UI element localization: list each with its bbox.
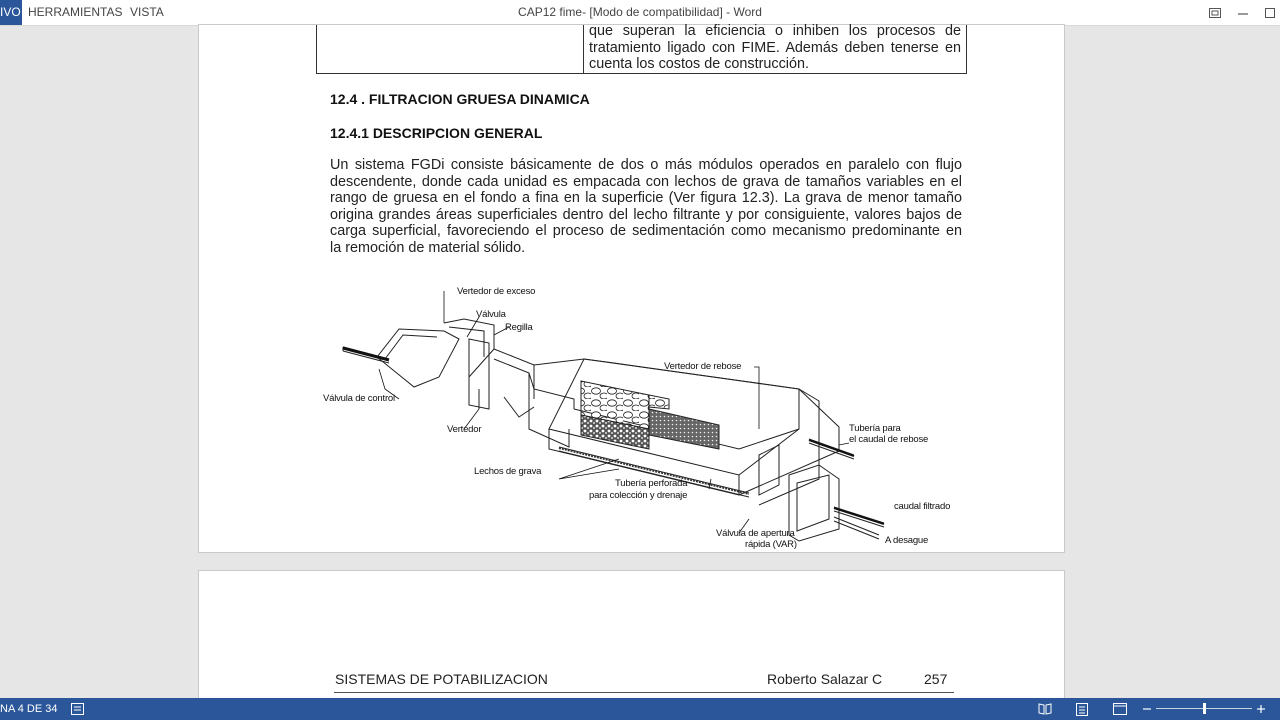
label-vertedor-rebose: Vertedor de rebose bbox=[664, 361, 742, 372]
restore-icon[interactable] bbox=[1201, 0, 1229, 25]
paragraph-line: la remoción de material sólido. bbox=[330, 239, 526, 256]
footer-author: Roberto Salazar C bbox=[767, 671, 883, 687]
label-valvula-control: Válvula de control bbox=[323, 393, 395, 404]
document-page-2[interactable] bbox=[198, 570, 1065, 712]
label-valvula-apertura-2: rápida (VAR) bbox=[745, 539, 797, 550]
minimize-icon[interactable] bbox=[1229, 0, 1257, 25]
paragraph-line: carga superficial, favoreciendo el proceso de sedimentación como mecanismo predominante en bbox=[330, 223, 962, 240]
tab-archivo[interactable]: IVO bbox=[0, 0, 22, 25]
paragraph-line: rango de gruesa en el fondo a fina en la superficie (Ver figura 12.3). La grava de menor tamaño bbox=[330, 190, 962, 207]
paragraph-line: descendente, donde cada unidad es empacada con lechos de grava de tamaños variables en el bbox=[330, 173, 962, 190]
filter-schematic-drawing bbox=[319, 279, 979, 551]
tab-herramientas[interactable]: HERRAMIENTAS bbox=[28, 5, 123, 19]
filter-diagram-figure bbox=[319, 279, 979, 551]
label-tuberia-caudal: Tubería para bbox=[849, 423, 901, 434]
cell-line: tratamiento ligado con FIME. Además deben tenerse en bbox=[589, 39, 961, 56]
label-tuberia-caudal-2: el caudal de rebose bbox=[849, 434, 929, 445]
page-count[interactable]: NA 4 DE 34 bbox=[0, 703, 58, 715]
tab-vista[interactable]: VISTA bbox=[130, 5, 164, 19]
table-column-divider bbox=[583, 25, 584, 73]
label-a-desague: A desague bbox=[885, 535, 929, 546]
cell-line: cuenta los costos de construcción. bbox=[589, 56, 809, 73]
document-title: CAP12 fime- [Modo de compatibilidad] - Word bbox=[518, 5, 762, 19]
document-workspace[interactable] bbox=[0, 23, 1280, 698]
subsection-heading: 12.4.1 DESCRIPCION GENERAL bbox=[330, 125, 543, 141]
label-valvula-apertura: Válvula de apertura bbox=[716, 528, 795, 539]
zoom-slider-thumb[interactable] bbox=[1203, 703, 1206, 714]
label-vertedor-exceso: Vertedor de exceso bbox=[457, 286, 536, 297]
paragraph-line: origina grandes áreas superficiales dentro del lecho filtrante y por consiguiente, valores bajos de bbox=[330, 206, 962, 223]
read-mode-icon[interactable] bbox=[1037, 701, 1053, 717]
status-bar bbox=[0, 698, 1280, 720]
body-paragraph bbox=[330, 157, 962, 257]
label-caudal-filtrado: caudal filtrado bbox=[894, 501, 951, 512]
print-layout-icon[interactable] bbox=[1074, 701, 1090, 717]
footer-page-number: 257 bbox=[924, 671, 948, 687]
label-tuberia-perforada-2: para colección y drenaje bbox=[589, 490, 688, 501]
label-regilla: Regilla bbox=[505, 322, 533, 333]
footer-rule bbox=[334, 692, 954, 693]
section-heading: 12.4 . FILTRACION GRUESA DINAMICA bbox=[330, 91, 590, 107]
zoom-out-icon[interactable] bbox=[1141, 701, 1153, 717]
zoom-in-icon[interactable] bbox=[1255, 701, 1267, 717]
table-cell-text bbox=[589, 23, 961, 73]
table-fragment bbox=[316, 25, 967, 74]
label-valvula: Válvula bbox=[476, 309, 506, 320]
paragraph-line: Un sistema FGDi consiste básicamente de dos o más módulos operados en paralelo con flujo bbox=[330, 157, 962, 173]
cell-line: que superan la eficiencia o inhiben los procesos de bbox=[589, 23, 961, 39]
proofing-icon[interactable] bbox=[70, 701, 84, 717]
maximize-icon[interactable] bbox=[1256, 0, 1280, 25]
web-layout-icon[interactable] bbox=[1112, 701, 1128, 717]
label-tuberia-perforada: Tubería perforada bbox=[615, 478, 688, 489]
label-lechos-grava: Lechos de grava bbox=[474, 466, 542, 477]
footer-title: SISTEMAS DE POTABILIZACION bbox=[335, 671, 548, 687]
label-vertedor: Vertedor bbox=[447, 424, 482, 435]
document-page[interactable] bbox=[198, 24, 1065, 553]
